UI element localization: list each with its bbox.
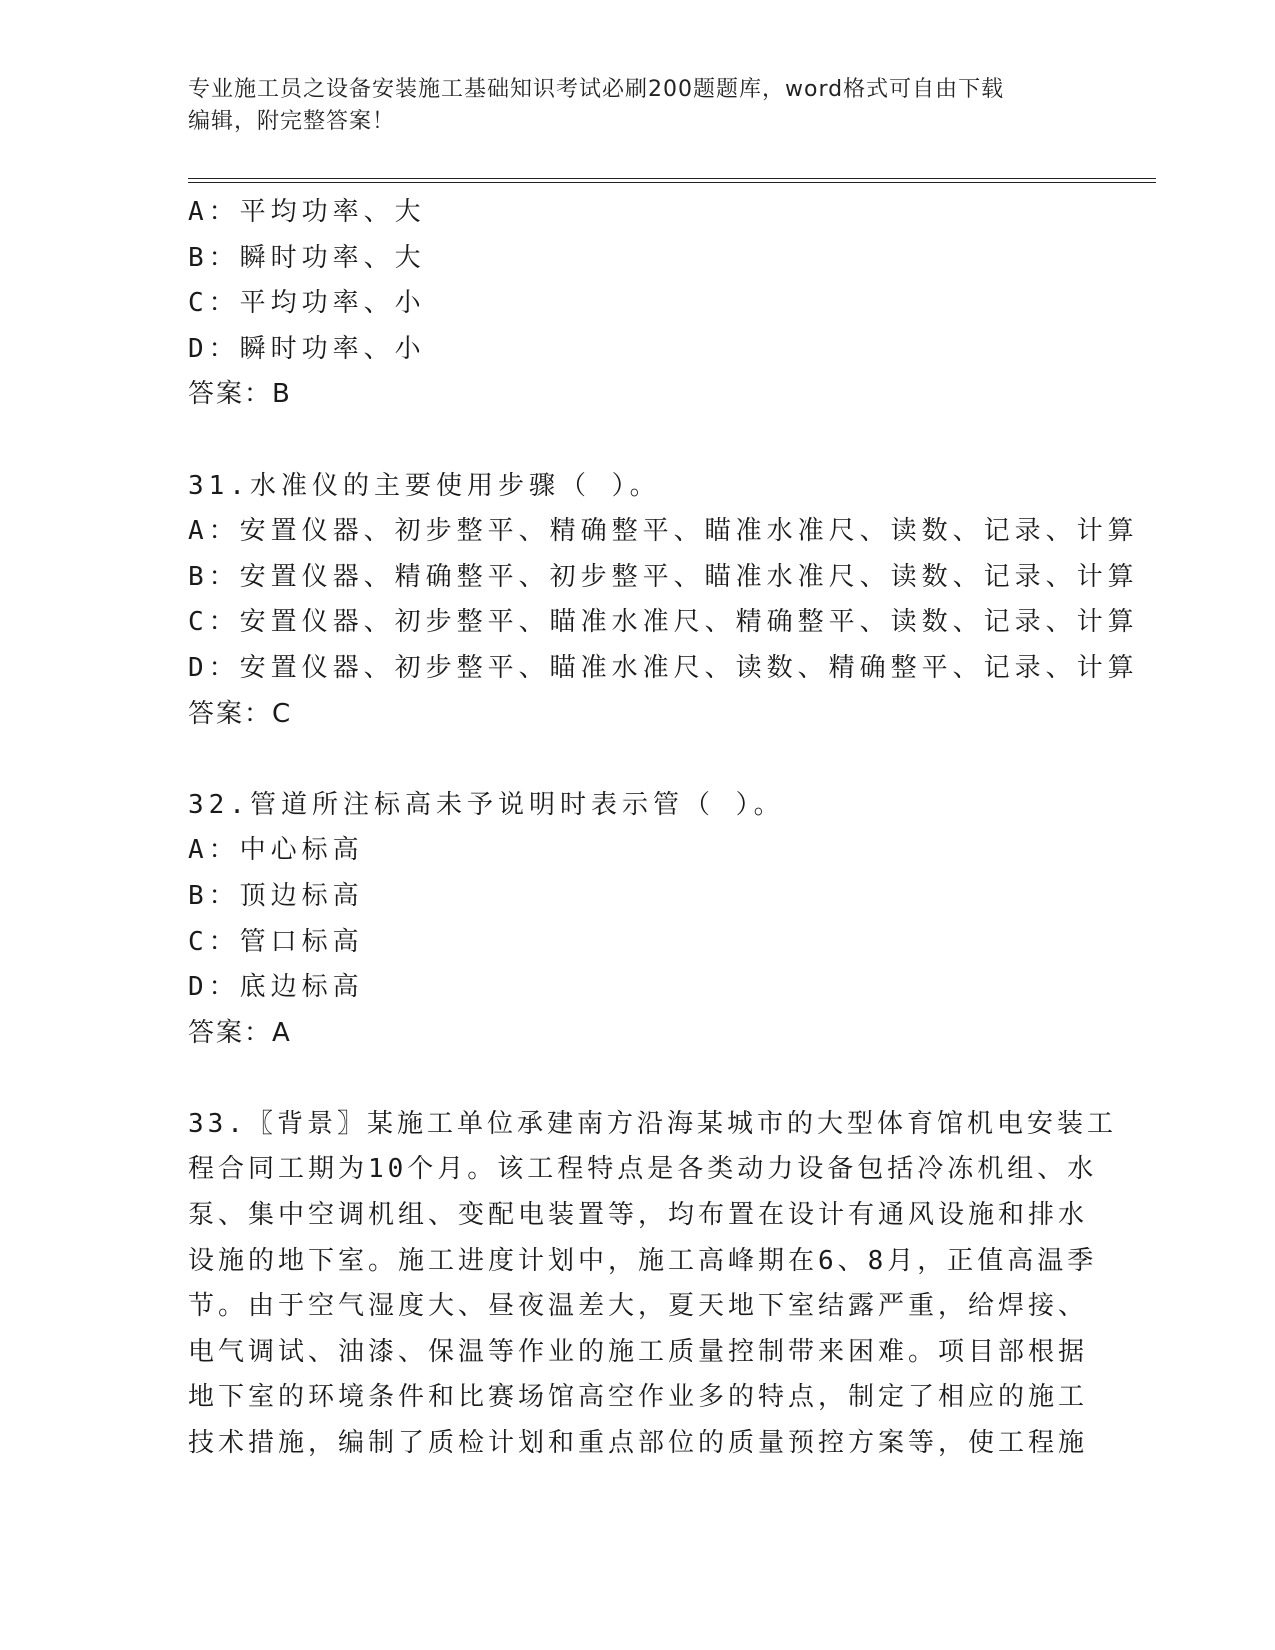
option-c: C：平均功率、小 <box>188 288 426 319</box>
answer-label: 答案：A <box>188 1017 292 1048</box>
paragraph-line: 地下室的环境条件和比赛场馆高空作业多的特点，制定了相应的施工 <box>188 1382 1089 1413</box>
paragraph-line: 技术措施，编制了质检计划和重点部位的质量预控方案等，使工程施 <box>188 1428 1089 1459</box>
spacer <box>188 418 1088 464</box>
option-b: B：安置仪器、精确整平、初步整平、瞄准水准尺、读数、记录、计算 <box>188 561 1139 592</box>
answer-label: 答案：C <box>188 698 293 729</box>
question-text: 31.水准仪的主要使用步骤（ ）。 <box>188 470 661 501</box>
header-line-2: 编辑，附完整答案！ <box>188 109 396 134</box>
question-30-block <box>188 190 1088 418</box>
question-text: 32.管道所注标高未予说明时表示管（ ）。 <box>188 789 785 820</box>
spacer <box>188 737 1088 783</box>
option-d: D：瞬时功率、小 <box>188 333 426 364</box>
paragraph-line: 泵、集中空调机组、变配电装置等，均布置在设计有通风设施和排水 <box>188 1200 1089 1231</box>
paragraph-line: 设施的地下室。施工进度计划中，施工高峰期在6、8月，正值高温季 <box>188 1245 1098 1276</box>
document-header <box>188 74 1068 138</box>
header-rule-bottom <box>188 182 1156 183</box>
option-c: C：管口标高 <box>188 926 364 957</box>
spacer <box>188 1056 1088 1102</box>
paragraph-line: 33.〖背景〗某施工单位承建南方沿海某城市的大型体育馆机电安装工 <box>188 1108 1117 1139</box>
option-a: A：平均功率、大 <box>188 197 426 227</box>
option-d: D：底边标高 <box>188 972 364 1003</box>
document-body <box>188 190 1139 1467</box>
question-33-paragraph <box>188 1102 1117 1467</box>
option-a: A：安置仪器、初步整平、精确整平、瞄准水准尺、读数、记录、计算 <box>188 516 1139 547</box>
header-line-1: 专业施工员之设备安装施工基础知识考试必刷200题题库，word格式可自由下载 <box>188 77 1005 102</box>
question-31-block <box>188 464 1139 738</box>
option-a: A：中心标高 <box>188 835 364 866</box>
option-b: B：瞬时功率、大 <box>188 242 426 273</box>
option-d: D：安置仪器、初步整平、瞄准水准尺、读数、精确整平、记录、计算 <box>188 652 1139 683</box>
option-b: B：顶边标高 <box>188 880 364 911</box>
answer-label: 答案：B <box>188 379 292 410</box>
header-rule-top <box>188 178 1156 179</box>
paragraph-line: 程合同工期为10个月。该工程特点是各类动力设备包括冷冻机组、水 <box>188 1154 1098 1185</box>
option-c: C：安置仪器、初步整平、瞄准水准尺、精确整平、读数、记录、计算 <box>188 607 1139 638</box>
paragraph-line: 电气调试、油漆、保温等作业的施工质量控制带来困难。项目部根据 <box>188 1336 1089 1367</box>
question-32-block <box>188 783 1088 1057</box>
paragraph-line: 节。由于空气湿度大、昼夜温差大，夏天地下室结露严重，给焊接、 <box>188 1291 1089 1322</box>
